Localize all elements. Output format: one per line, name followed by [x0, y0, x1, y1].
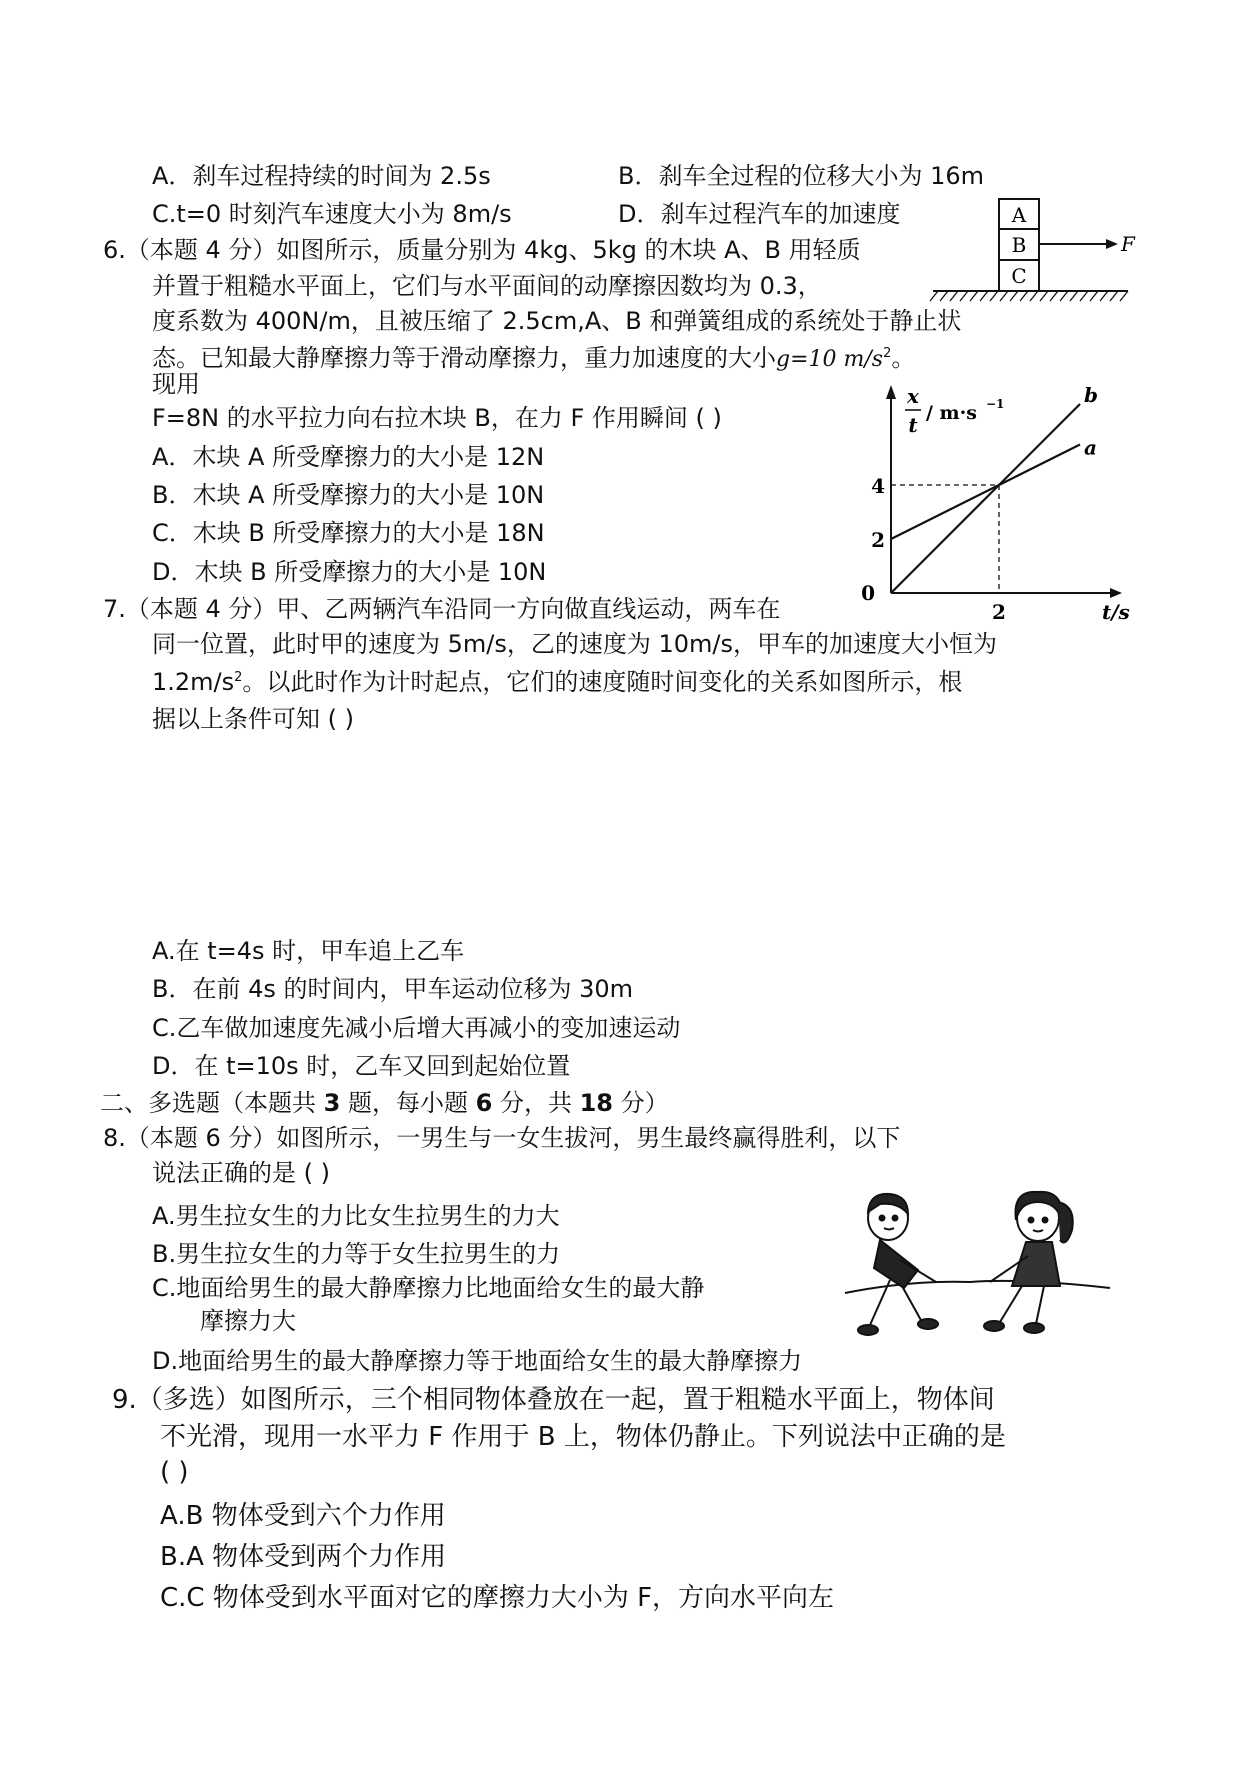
section-2-count: 3 — [323, 1089, 341, 1117]
section-2-text-3: 分，共 — [492, 1089, 580, 1117]
q6-stem-line6: F=8N 的水平拉力向右拉木块 B，在力 F 作用瞬间 ( ) — [152, 404, 722, 432]
y-axis-arrow — [886, 385, 896, 399]
series-label-b: b — [1084, 383, 1098, 407]
q8-option-c-line1: C.地面给男生的最大静摩擦力比地面给女生的最大静 — [152, 1274, 705, 1302]
q5-option-c: C.t=0 时刻汽车速度大小为 8m/s — [152, 200, 512, 228]
q5-option-b: B．刹车全过程的位移大小为 16m — [618, 162, 985, 190]
hatch-stroke — [1080, 291, 1088, 301]
q7-stem-line2: 同一位置，此时甲的速度为 5m/s，乙的速度为 10m/s，甲车的加速度大小恒为 — [152, 630, 998, 658]
ylabel-denominator: t — [908, 413, 918, 437]
q8-stem-line2: 说法正确的是 ( ) — [152, 1159, 330, 1187]
hatch-stroke — [1120, 291, 1128, 301]
boy-figure — [858, 1194, 938, 1335]
section-2-text-2: 题，每小题 — [340, 1089, 476, 1117]
hatch-stroke — [950, 291, 958, 301]
hatch-stroke — [1070, 291, 1078, 301]
section-2-text-1: 二、多选题（本题共 — [100, 1089, 324, 1117]
q6-option-b: B．木块 A 所受摩擦力的大小是 10N — [152, 481, 545, 509]
q8-option-b: B.男生拉女生的力等于女生拉男生的力 — [152, 1240, 561, 1268]
q8-stem-line1: 8.（本题 6 分）如图所示，一男生与一女生拔河，男生最终赢得胜利，以下 — [103, 1124, 901, 1152]
q9-option-a: A.B 物体受到六个力作用 — [160, 1501, 446, 1531]
q6-stem-line3: 度系数为 400N/m，且被压缩了 2.5cm,A、B 和弹簧组成的系统处于静止状 — [152, 307, 962, 335]
q7-stem-line4: 据以上条件可知 ( ) — [152, 705, 354, 733]
hatch-stroke — [970, 291, 978, 301]
block-b-label: B — [1011, 233, 1027, 257]
tug-of-war-figure — [840, 1190, 1110, 1345]
q9-stem-line1: 9.（多选）如图所示，三个相同物体叠放在一起，置于粗糙水平面上，物体间 — [112, 1385, 995, 1415]
hatch-stroke — [930, 291, 938, 301]
q8-option-c-line2: 摩擦力大 — [200, 1307, 296, 1335]
section-2-points-each: 6 — [475, 1089, 493, 1117]
q6-stem-line5: 现用 — [152, 370, 200, 398]
q7-acceleration-exp: 2 — [234, 670, 243, 685]
q6-stem-line4-end: 。 — [891, 344, 916, 372]
q6-stem-line1: 6.（本题 4 分）如图所示，质量分别为 4kg、5kg 的木块 A、B 用轻质 — [103, 236, 861, 264]
chart-series-lines — [891, 383, 1098, 593]
section-2-total: 18 — [579, 1089, 613, 1117]
q7-stem-line1: 7.（本题 4 分）甲、乙两辆汽车沿同一方向做直线运动，两车在 — [103, 595, 781, 623]
ytick-label: 2 — [871, 528, 885, 552]
q6-stem-line2: 并置于粗糙水平面上，它们与水平面间的动摩擦因数均为 0.3， — [152, 272, 822, 300]
xtick-label: 2 — [992, 600, 1006, 624]
series-label-a: a — [1084, 435, 1097, 460]
ylabel-unit: / m·s — [926, 402, 977, 424]
xt-chart — [861, 375, 1130, 635]
q7-stem-line3-text: 。以此时作为计时起点，它们的速度随时间变化的关系如图所示，根 — [242, 668, 963, 696]
q7-option-c: C.乙车做加速度先减小后增大再减小的变加速运动 — [152, 1014, 681, 1042]
hatch-stroke — [990, 291, 998, 301]
hatch-stroke — [960, 291, 968, 301]
hatch-stroke — [1030, 291, 1038, 301]
q6-option-d: D．木块 B 所受摩擦力的大小是 10N — [152, 558, 547, 586]
q7-stem-line3 — [152, 662, 962, 698]
girl-figure — [984, 1192, 1073, 1333]
ground-hatching — [930, 291, 1128, 301]
hatch-stroke — [1090, 291, 1098, 301]
q6-stem-line4 — [152, 338, 915, 376]
hatch-stroke — [1040, 291, 1048, 301]
q9-option-c: C.C 物体受到水平面对它的摩擦力大小为 F，方向水平向左 — [160, 1583, 835, 1613]
block-a-label: A — [1011, 203, 1027, 227]
hatch-stroke — [1110, 291, 1118, 301]
section-2-text-4: 分） — [612, 1089, 669, 1117]
hatch-stroke — [1060, 291, 1068, 301]
block-c-label: C — [1011, 264, 1027, 288]
q9-stem-line3: ( ) — [160, 1457, 189, 1487]
hatch-stroke — [1010, 291, 1018, 301]
q7-option-b: B．在前 4s 的时间内，甲车运动位移为 30m — [152, 975, 634, 1003]
ylabel-numerator: x — [907, 384, 919, 408]
force-arrowhead — [1106, 239, 1118, 249]
q5-option-d: D．刹车过程汽车的加速度 — [618, 200, 901, 228]
ylabel-unit-exp: −1 — [986, 397, 1005, 411]
hatch-stroke — [1050, 291, 1058, 301]
q9-option-b: B.A 物体受到两个力作用 — [160, 1542, 447, 1572]
q8-option-d: D.地面给男生的最大静摩擦力等于地面给女生的最大静摩擦力 — [152, 1347, 803, 1375]
series-line-a — [891, 445, 1080, 540]
x-axis-arrow — [1110, 588, 1122, 598]
force-label: F — [1121, 232, 1135, 256]
hatch-stroke — [1100, 291, 1108, 301]
hatch-stroke — [1000, 291, 1008, 301]
q8-option-a: A.男生拉女生的力比女生拉男生的力大 — [152, 1202, 560, 1230]
q7-acceleration: 1.2m/s — [152, 668, 235, 696]
q6-option-a: A．木块 A 所受摩擦力的大小是 12N — [152, 443, 545, 471]
hatch-stroke — [940, 291, 948, 301]
ytick-label: 4 — [871, 474, 885, 498]
q6-option-c: C．木块 B 所受摩擦力的大小是 18N — [152, 519, 545, 547]
xlabel: t/s — [1102, 600, 1130, 624]
q6-stem-line4-text: 态。已知最大静摩擦力等于滑动摩擦力，重力加速度的大小 — [152, 344, 776, 372]
q5-option-a: A．刹车过程持续的时间为 2.5s — [152, 162, 491, 190]
q6-gravity-value: g=10 m/s — [776, 347, 884, 372]
q6-gravity-exp: 2 — [883, 346, 892, 361]
hatch-stroke — [980, 291, 988, 301]
origin-label: 0 — [861, 581, 875, 605]
q7-option-d: D．在 t=10s 时，乙车又回到起始位置 — [152, 1052, 571, 1080]
q9-stem-line2: 不光滑，现用一水平力 F 作用于 B 上，物体仍静止。下列说法中正确的是 — [160, 1422, 1006, 1452]
q7-option-a: A.在 t=4s 时，甲车追上乙车 — [152, 937, 465, 965]
section-2-header — [100, 1087, 669, 1119]
stacked-blocks-figure — [928, 193, 1138, 305]
hatch-stroke — [1020, 291, 1028, 301]
series-line-b — [891, 404, 1080, 593]
